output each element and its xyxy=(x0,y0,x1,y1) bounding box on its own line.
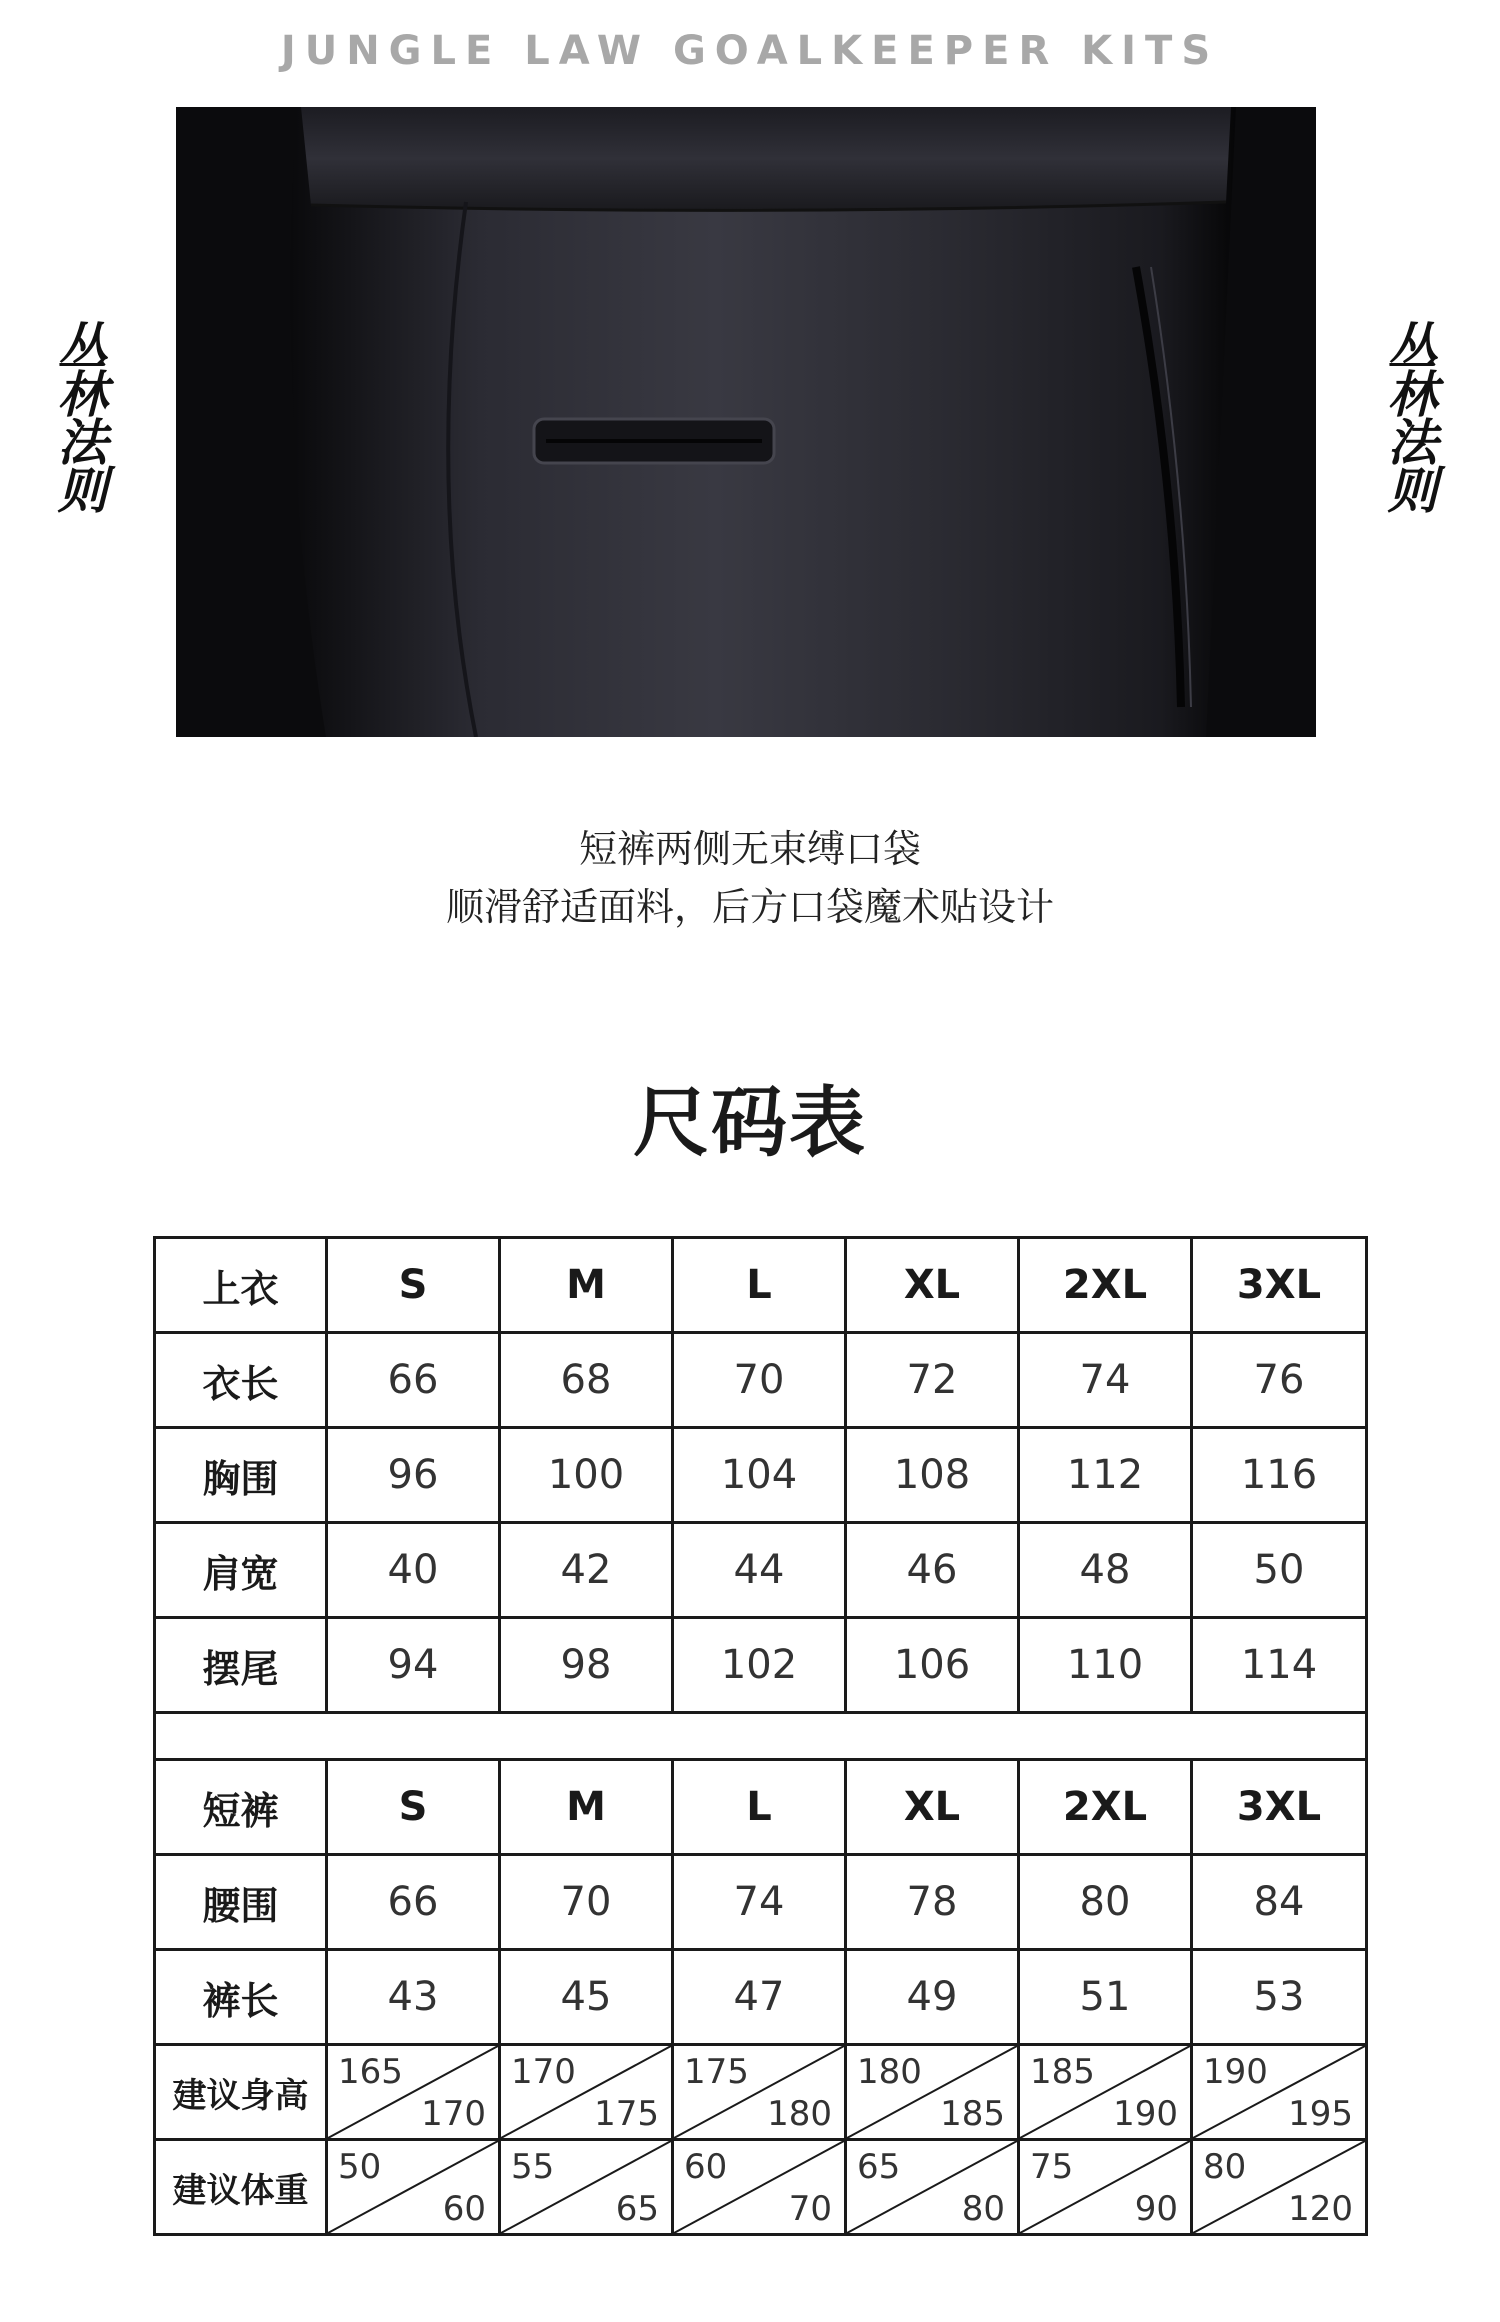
range-max: 185 xyxy=(940,2094,1005,2134)
range-cell xyxy=(1019,2140,1192,2235)
table-cell: 50 xyxy=(1192,1523,1367,1618)
range-cell xyxy=(1019,2045,1192,2140)
size-header-s: S xyxy=(327,1238,500,1333)
table-cell: 42 xyxy=(500,1523,673,1618)
range-max: 120 xyxy=(1288,2189,1353,2229)
table-cell: 94 xyxy=(327,1618,500,1713)
table-cell: 102 xyxy=(673,1618,846,1713)
range-max: 70 xyxy=(788,2189,832,2229)
shorts-header-row xyxy=(155,1760,1367,1855)
range-cell xyxy=(500,2045,673,2140)
table-row xyxy=(155,1523,1367,1618)
shorts-section-label: 短裤 xyxy=(155,1760,327,1855)
range-max: 190 xyxy=(1113,2094,1178,2134)
table-cell: 43 xyxy=(327,1950,500,2045)
table-cell: 40 xyxy=(327,1523,500,1618)
top-header-row xyxy=(155,1238,1367,1333)
size-header-2xl: 2XL xyxy=(1019,1760,1192,1855)
table-cell: 45 xyxy=(500,1950,673,2045)
table-cell: 78 xyxy=(846,1855,1019,1950)
table-cell: 70 xyxy=(500,1855,673,1950)
table-cell: 114 xyxy=(1192,1618,1367,1713)
spacer-cell xyxy=(155,1713,1367,1760)
range-min: 165 xyxy=(338,2052,403,2092)
range-cell xyxy=(1192,2140,1367,2235)
brand-logo-left: 丛林法则 xyxy=(49,320,108,512)
range-max: 175 xyxy=(594,2094,659,2134)
table-row xyxy=(155,1428,1367,1523)
table-cell: 116 xyxy=(1192,1428,1367,1523)
range-max: 170 xyxy=(421,2094,486,2134)
table-cell: 53 xyxy=(1192,1950,1367,2045)
range-min: 60 xyxy=(684,2147,728,2187)
top-section-label: 上衣 xyxy=(155,1238,327,1333)
range-max: 65 xyxy=(615,2189,659,2229)
range-min: 185 xyxy=(1030,2052,1095,2092)
range-cell xyxy=(673,2140,846,2235)
table-row xyxy=(155,2045,1367,2140)
range-cell xyxy=(500,2140,673,2235)
range-max: 60 xyxy=(442,2189,486,2229)
table-row xyxy=(155,1855,1367,1950)
table-cell: 47 xyxy=(673,1950,846,2045)
table-cell: 66 xyxy=(327,1333,500,1428)
table-cell: 74 xyxy=(673,1855,846,1950)
row-label: 摆尾 xyxy=(155,1618,327,1713)
range-max: 90 xyxy=(1134,2189,1178,2229)
range-min: 65 xyxy=(857,2147,901,2187)
table-cell: 66 xyxy=(327,1855,500,1950)
product-photo xyxy=(176,107,1316,737)
row-label: 肩宽 xyxy=(155,1523,327,1618)
table-cell: 76 xyxy=(1192,1333,1367,1428)
table-cell: 51 xyxy=(1019,1950,1192,2045)
row-label: 衣长 xyxy=(155,1333,327,1428)
size-header-xl: XL xyxy=(846,1238,1019,1333)
range-min: 55 xyxy=(511,2147,555,2187)
table-row xyxy=(155,1333,1367,1428)
brand-header: JUNGLE LAW GOALKEEPER KITS xyxy=(280,28,1220,74)
range-cell xyxy=(846,2045,1019,2140)
size-header-3xl: 3XL xyxy=(1192,1238,1367,1333)
row-label: 胸围 xyxy=(155,1428,327,1523)
table-cell: 74 xyxy=(1019,1333,1192,1428)
table-cell: 106 xyxy=(846,1618,1019,1713)
table-cell: 49 xyxy=(846,1950,1019,2045)
row-label: 腰围 xyxy=(155,1855,327,1950)
table-cell: 104 xyxy=(673,1428,846,1523)
range-max: 195 xyxy=(1288,2094,1353,2134)
row-label: 建议体重 xyxy=(155,2140,327,2235)
size-chart-title: 尺码表 xyxy=(633,1078,867,1167)
size-chart-table xyxy=(153,1236,1368,2236)
table-row xyxy=(155,2140,1367,2235)
description-line-1: 短裤两侧无束缚口袋 xyxy=(578,827,921,871)
range-min: 170 xyxy=(511,2052,576,2092)
range-cell xyxy=(1192,2045,1367,2140)
table-cell: 96 xyxy=(327,1428,500,1523)
table-cell: 112 xyxy=(1019,1428,1192,1523)
brand-logo-right: 丛林法则 xyxy=(1379,320,1438,512)
table-cell: 110 xyxy=(1019,1618,1192,1713)
table-cell: 84 xyxy=(1192,1855,1367,1950)
size-header-m: M xyxy=(500,1238,673,1333)
table-row xyxy=(155,1618,1367,1713)
range-min: 175 xyxy=(684,2052,749,2092)
range-min: 80 xyxy=(1203,2147,1247,2187)
row-label: 裤长 xyxy=(155,1950,327,2045)
table-spacer-row xyxy=(155,1713,1367,1760)
size-header-3xl: 3XL xyxy=(1192,1760,1367,1855)
range-min: 50 xyxy=(338,2147,382,2187)
size-header-xl: XL xyxy=(846,1760,1019,1855)
table-cell: 44 xyxy=(673,1523,846,1618)
range-cell xyxy=(327,2045,500,2140)
table-cell: 70 xyxy=(673,1333,846,1428)
range-min: 190 xyxy=(1203,2052,1268,2092)
size-header-s: S xyxy=(327,1760,500,1855)
table-cell: 46 xyxy=(846,1523,1019,1618)
range-cell xyxy=(327,2140,500,2235)
range-cell xyxy=(846,2140,1019,2235)
range-max: 80 xyxy=(961,2189,1005,2229)
table-row xyxy=(155,1950,1367,2045)
size-header-l: L xyxy=(673,1238,846,1333)
description-line-2: 顺滑舒适面料，后方口袋魔术贴设计 xyxy=(445,885,1054,929)
table-cell: 108 xyxy=(846,1428,1019,1523)
table-cell: 72 xyxy=(846,1333,1019,1428)
range-max: 180 xyxy=(767,2094,832,2134)
range-min: 75 xyxy=(1030,2147,1074,2187)
range-cell xyxy=(673,2045,846,2140)
size-header-l: L xyxy=(673,1760,846,1855)
size-header-m: M xyxy=(500,1760,673,1855)
table-cell: 48 xyxy=(1019,1523,1192,1618)
table-cell: 68 xyxy=(500,1333,673,1428)
table-cell: 98 xyxy=(500,1618,673,1713)
row-label: 建议身高 xyxy=(155,2045,327,2140)
size-header-2xl: 2XL xyxy=(1019,1238,1192,1333)
table-cell: 100 xyxy=(500,1428,673,1523)
range-min: 180 xyxy=(857,2052,922,2092)
table-cell: 80 xyxy=(1019,1855,1192,1950)
